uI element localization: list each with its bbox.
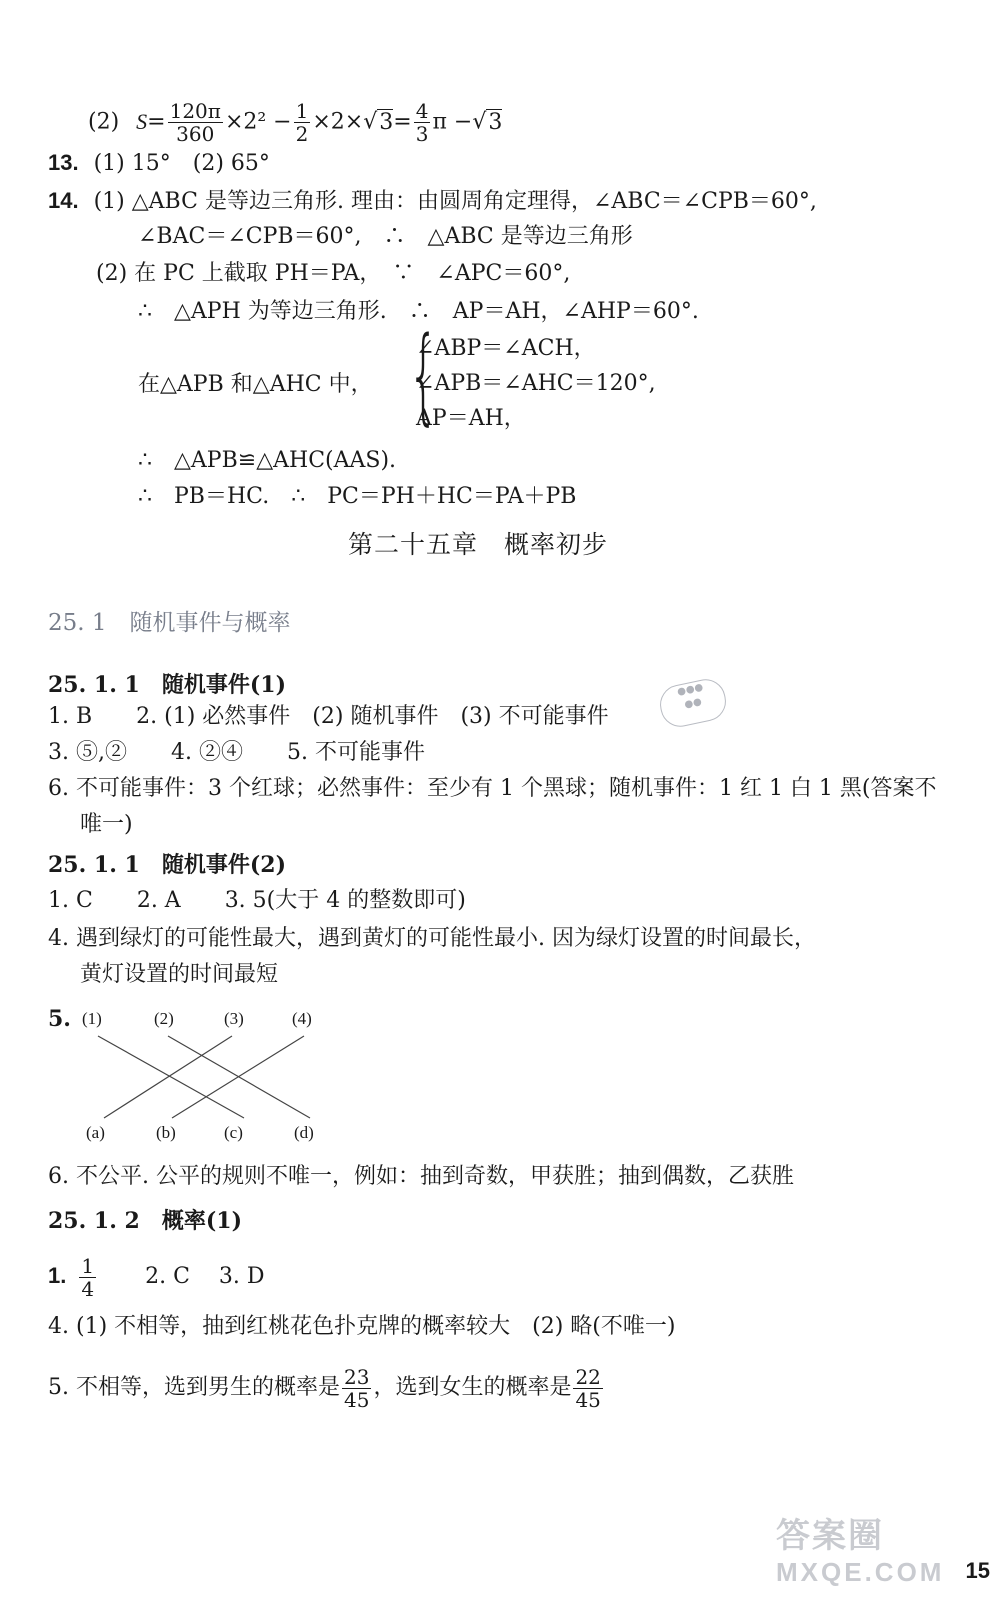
answer-14-congruence (138, 446, 396, 476)
numerator: 1 (295, 99, 309, 123)
watermark-title: 答案圈 (776, 1517, 884, 1555)
answer-c-4: 4. (1) 不相等，抽到红桃花色扑克牌的概率较大 (2) 略(不唯一) (48, 1314, 676, 1339)
match-line-1-c (98, 1036, 244, 1118)
answer-b-5: 5. (48, 1006, 71, 1032)
answer-b-4-cont: 黄灯设置的时间最短 (80, 962, 279, 987)
watermark-logo (776, 1508, 966, 1588)
condition-text: ∠APB＝∠AHC＝120°, (416, 371, 656, 396)
answer-14-conclusion (138, 482, 576, 512)
match-line-3-a (104, 1036, 232, 1118)
match-top-4: (4) (292, 1009, 312, 1028)
answer-6-cont: 唯一) (80, 812, 133, 837)
denominator: 3 (415, 122, 429, 146)
fraction-23-45 (342, 1366, 371, 1411)
fraction-22-45 (573, 1366, 602, 1411)
answer-text: (1) 15° (2) 65° (93, 151, 270, 176)
subsection-title-2: 25. 1. 1 随机事件(2) (48, 852, 286, 878)
chapter-title: 第二十五章 概率初步 (348, 530, 609, 559)
match-bottom-d: (d) (294, 1123, 314, 1142)
match-bottom-b: (b) (156, 1123, 176, 1142)
condition-text: ∠ABP＝∠ACH， (416, 336, 596, 361)
part-label: (2) (88, 109, 120, 135)
sqrt-radicand: 3 (379, 109, 394, 135)
formula-text: ×2² − (224, 109, 292, 135)
match-line-4-b (172, 1036, 304, 1118)
answer-text: ，选到女生的概率是 (373, 1375, 572, 1400)
answer-b-6: 6. 不公平. 公平的规则不唯一，例如：抽到奇数，甲获胜；抽到偶数，乙获胜 (48, 1164, 794, 1189)
match-top-3: (3) (224, 1009, 244, 1028)
fraction-120pi-360 (168, 100, 223, 145)
left-brace: { (408, 314, 439, 436)
answer-c-5 (48, 1364, 605, 1412)
denominator: 45 (343, 1387, 370, 1412)
system-cond-3 (416, 404, 526, 434)
answers-3-5: 3. ⑤,② 4. ②④ 5. 不可能事件 (48, 740, 425, 765)
equals: = (147, 109, 166, 135)
answer-text: 在△APB 和△AHC 中， (138, 372, 373, 397)
match-top-2: (2) (154, 1009, 174, 1028)
question-number: 1. (48, 1263, 67, 1288)
question-number: 13. (48, 150, 79, 175)
numerator: 4 (415, 99, 429, 123)
numerator: 22 (575, 1364, 601, 1389)
answer-14-1 (48, 186, 817, 217)
denominator: 45 (575, 1387, 601, 1412)
fraction-1-2 (294, 100, 311, 145)
page-number: 15 (965, 1558, 990, 1583)
answer-14-2 (96, 259, 570, 289)
fraction-1-4 (79, 1255, 96, 1300)
answers-1-2: 1. B 2. (1) 必然事件 (2) 随机事件 (3) 不可能事件 (48, 704, 609, 729)
subsection-title-1: 25. 1. 1 随机事件(1) (48, 672, 286, 698)
system-cond-2 (416, 369, 656, 399)
answer-text: (2) 在 PC 上截取 PH＝PA， ∵ ∠APC＝60°, (96, 261, 571, 286)
match-top-1: (1) (82, 1009, 102, 1028)
sqrt-radicand: 3 (488, 109, 503, 135)
answer-12-2: (2) S= $\frac{120\pi}{360}$ ×2² − $\frac{1}{2}$ ×2×√3= $\frac{4}{3}$ π −√3 (88, 99, 503, 146)
denominator: 2 (295, 122, 309, 146)
formula-text: ×2× (312, 109, 364, 135)
condition-text: AP＝AH， (416, 406, 526, 431)
equals: = (393, 109, 412, 135)
section-title: 25. 1 随机事件与概率 (48, 610, 291, 636)
answer-text: ∴ △APH 为等边三角形. ∴ AP＝AH，∠AHP＝60°. (138, 299, 699, 324)
watermark-url: MXQE.COM (776, 1557, 945, 1587)
answer-text: ∴ △APB≌△AHC(AAS). (138, 448, 397, 473)
numerator: 1 (81, 1253, 95, 1278)
numerator: 120π (169, 99, 221, 123)
answer-b-4: 4. 遇到绿灯的可能性最大，遇到黄灯的可能性最小. 因为绿灯设置的时间最长， (48, 926, 816, 951)
answer-text: ∠BAC＝∠CPB＝60°, ∴ △ABC 是等边三角形 (138, 224, 633, 249)
answer-13 (48, 148, 270, 179)
answer-text: ∴ PB＝HC. ∴ PC＝PH＋HC＝PA＋PB (138, 484, 577, 509)
answer-text: 2. C 3. D (145, 1264, 265, 1289)
matching-diagram (82, 1006, 382, 1146)
answer-text: 5. 不相等，选到男生的概率是 (48, 1375, 340, 1400)
match-bottom-c: (c) (224, 1123, 243, 1142)
numerator: 23 (343, 1364, 370, 1389)
answer-text: (1) △ABC 是等边三角形. 理由：由圆周角定理得，∠ABC＝∠CPB＝60°, (93, 189, 817, 214)
answer-6: 6. 不可能事件：3 个红球；必然事件：至少有 1 个黑球；随机事件：1 红 1 白 1 黑(答案不 (48, 776, 937, 801)
system-cond-1 (416, 334, 596, 364)
stamp-mark: ●●● ●● (656, 676, 729, 731)
system-lead (138, 370, 373, 400)
symbol-s: S (136, 108, 148, 134)
question-number: 14. (48, 188, 79, 213)
answers-c-1-3 (48, 1252, 265, 1301)
answers-b-1-3: 1. C 2. A 3. 5(大于 4 的整数即可) (48, 888, 466, 913)
fraction-4-3 (414, 100, 431, 145)
subsection-title-3: 25. 1. 2 概率(1) (48, 1208, 242, 1234)
formula-text: π − (432, 109, 473, 135)
answer-14-1-cont (138, 222, 633, 252)
denominator: 360 (176, 122, 215, 146)
denominator: 4 (81, 1276, 95, 1301)
match-bottom-a: (a) (86, 1123, 105, 1142)
